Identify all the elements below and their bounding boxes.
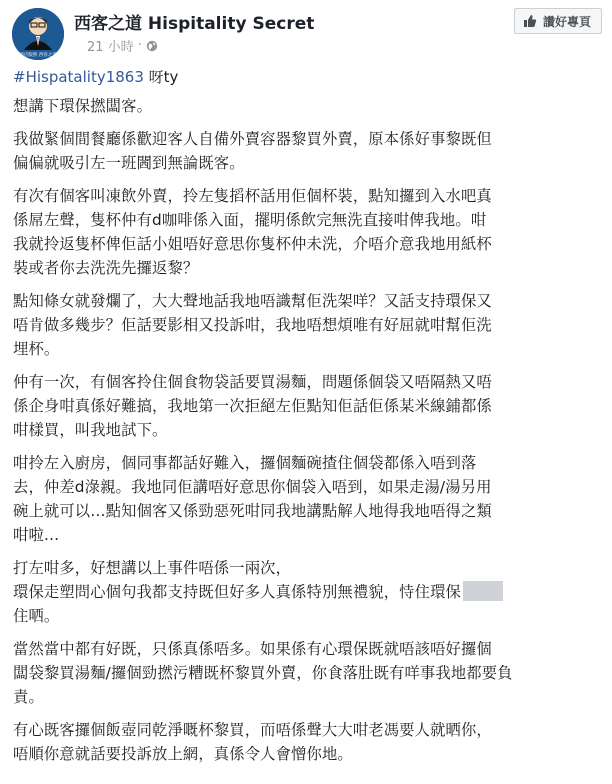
summary-line-3: 住哂。 — [13, 607, 60, 625]
like-button-label: 讚好專頁 — [542, 14, 591, 29]
paragraph-5: 仲有一次，有個客拎住個食物袋話要買湯麵，問題係個袋又唔隔熱又唔 係企身咁真係好難搞，我地第一次拒絕左佢點知佢話佢係某米線鋪都係 咁樣買，叫我地試下。 — [13, 373, 492, 439]
paragraph-8: 有心既客攞個飯壺同乾淨嘅杯黎買，而唔係聲大大咁老馮要人就晒你， 唔順你意就話要投訴放上網，真係令人會憎你地。 — [13, 721, 492, 763]
paragraph-7: 當然當中都有好既，只係真係唔多。如果係有心環保既就唔該唔好攞個 闆袋黎買湯麵/攞個勁撚污糟既杯黎買外賣，你食落肚既有咩事我地都要負 責。 — [13, 640, 513, 706]
hashtag-link[interactable]: #Hispatality1863 — [13, 68, 144, 86]
page-avatar[interactable] — [12, 8, 64, 60]
separator-dot: · — [137, 38, 142, 53]
hashtag-suffix: 呀ty — [143, 68, 179, 86]
post-header — [12, 6, 602, 62]
paragraph-4: 點知條女就發爛了，大大聲地話我地唔識幫佢洗架咩？又話支持環保又 唔肯做多幾步？佢話要影相又投訴咁，我地唔想煩唯有好屈就咁幫佢洗 埋杯。 — [13, 292, 492, 358]
avatar-illustration — [12, 8, 64, 60]
post-body — [13, 66, 601, 766]
like-page-button[interactable] — [514, 8, 602, 34]
paragraph-1: 想講下環保撚闆客。 — [13, 97, 153, 115]
thumbs-up-icon — [523, 14, 537, 28]
avatar-caption: 酒店服務 西客之道 — [19, 53, 57, 58]
page-name-link[interactable]: 西客之道 Hispitality Secret — [74, 14, 315, 34]
post-meta — [87, 36, 158, 55]
paragraph-3: 有次有個客叫凍飲外賣，拎左隻搯杯話用佢個杯裝，點知攞到入水吧真 係屌左聲，隻杯仲有d咖啡係入面，擺明係飲完無洗直接咁俾我地。咁 我就拎返隻杯俾佢話小姐唔好意思你隻杯仲未洗，介唔介意我地用紙杯 裝或者你去洗洗先攞返黎？ — [13, 187, 492, 277]
paragraph-2: 我做緊個間餐廳係歡迎客人自備外賣容器黎買外賣，原本係好事黎既但 偏偏就吸引左一班閪到無論既客。 — [13, 130, 492, 172]
summary-line-2: 環保走塑問心個句我都支持既但好多人真係特別無禮貌，恃住環保 — [13, 583, 461, 601]
redacted-block — [463, 581, 503, 601]
post-time[interactable]: 21 小時 — [87, 40, 134, 55]
paragraph-6: 咁拎左入廚房，個同事都話好難入，攞個麵碗揸住個袋都係入唔到落 去，仲差d淥親。我地同佢講唔好意思你個袋入唔到，如果走湯/湯另用 碗上就可以…點知個客又係勁惡死咁同我地講點解人地得我地唔得之類 咁啦… — [13, 454, 492, 544]
hashtag-line — [13, 66, 601, 88]
summary-line-1: 打左咁多，好想講以上事件唔係一兩次， — [13, 559, 292, 577]
globe-icon[interactable] — [146, 40, 158, 52]
paragraph-summary — [13, 556, 601, 628]
